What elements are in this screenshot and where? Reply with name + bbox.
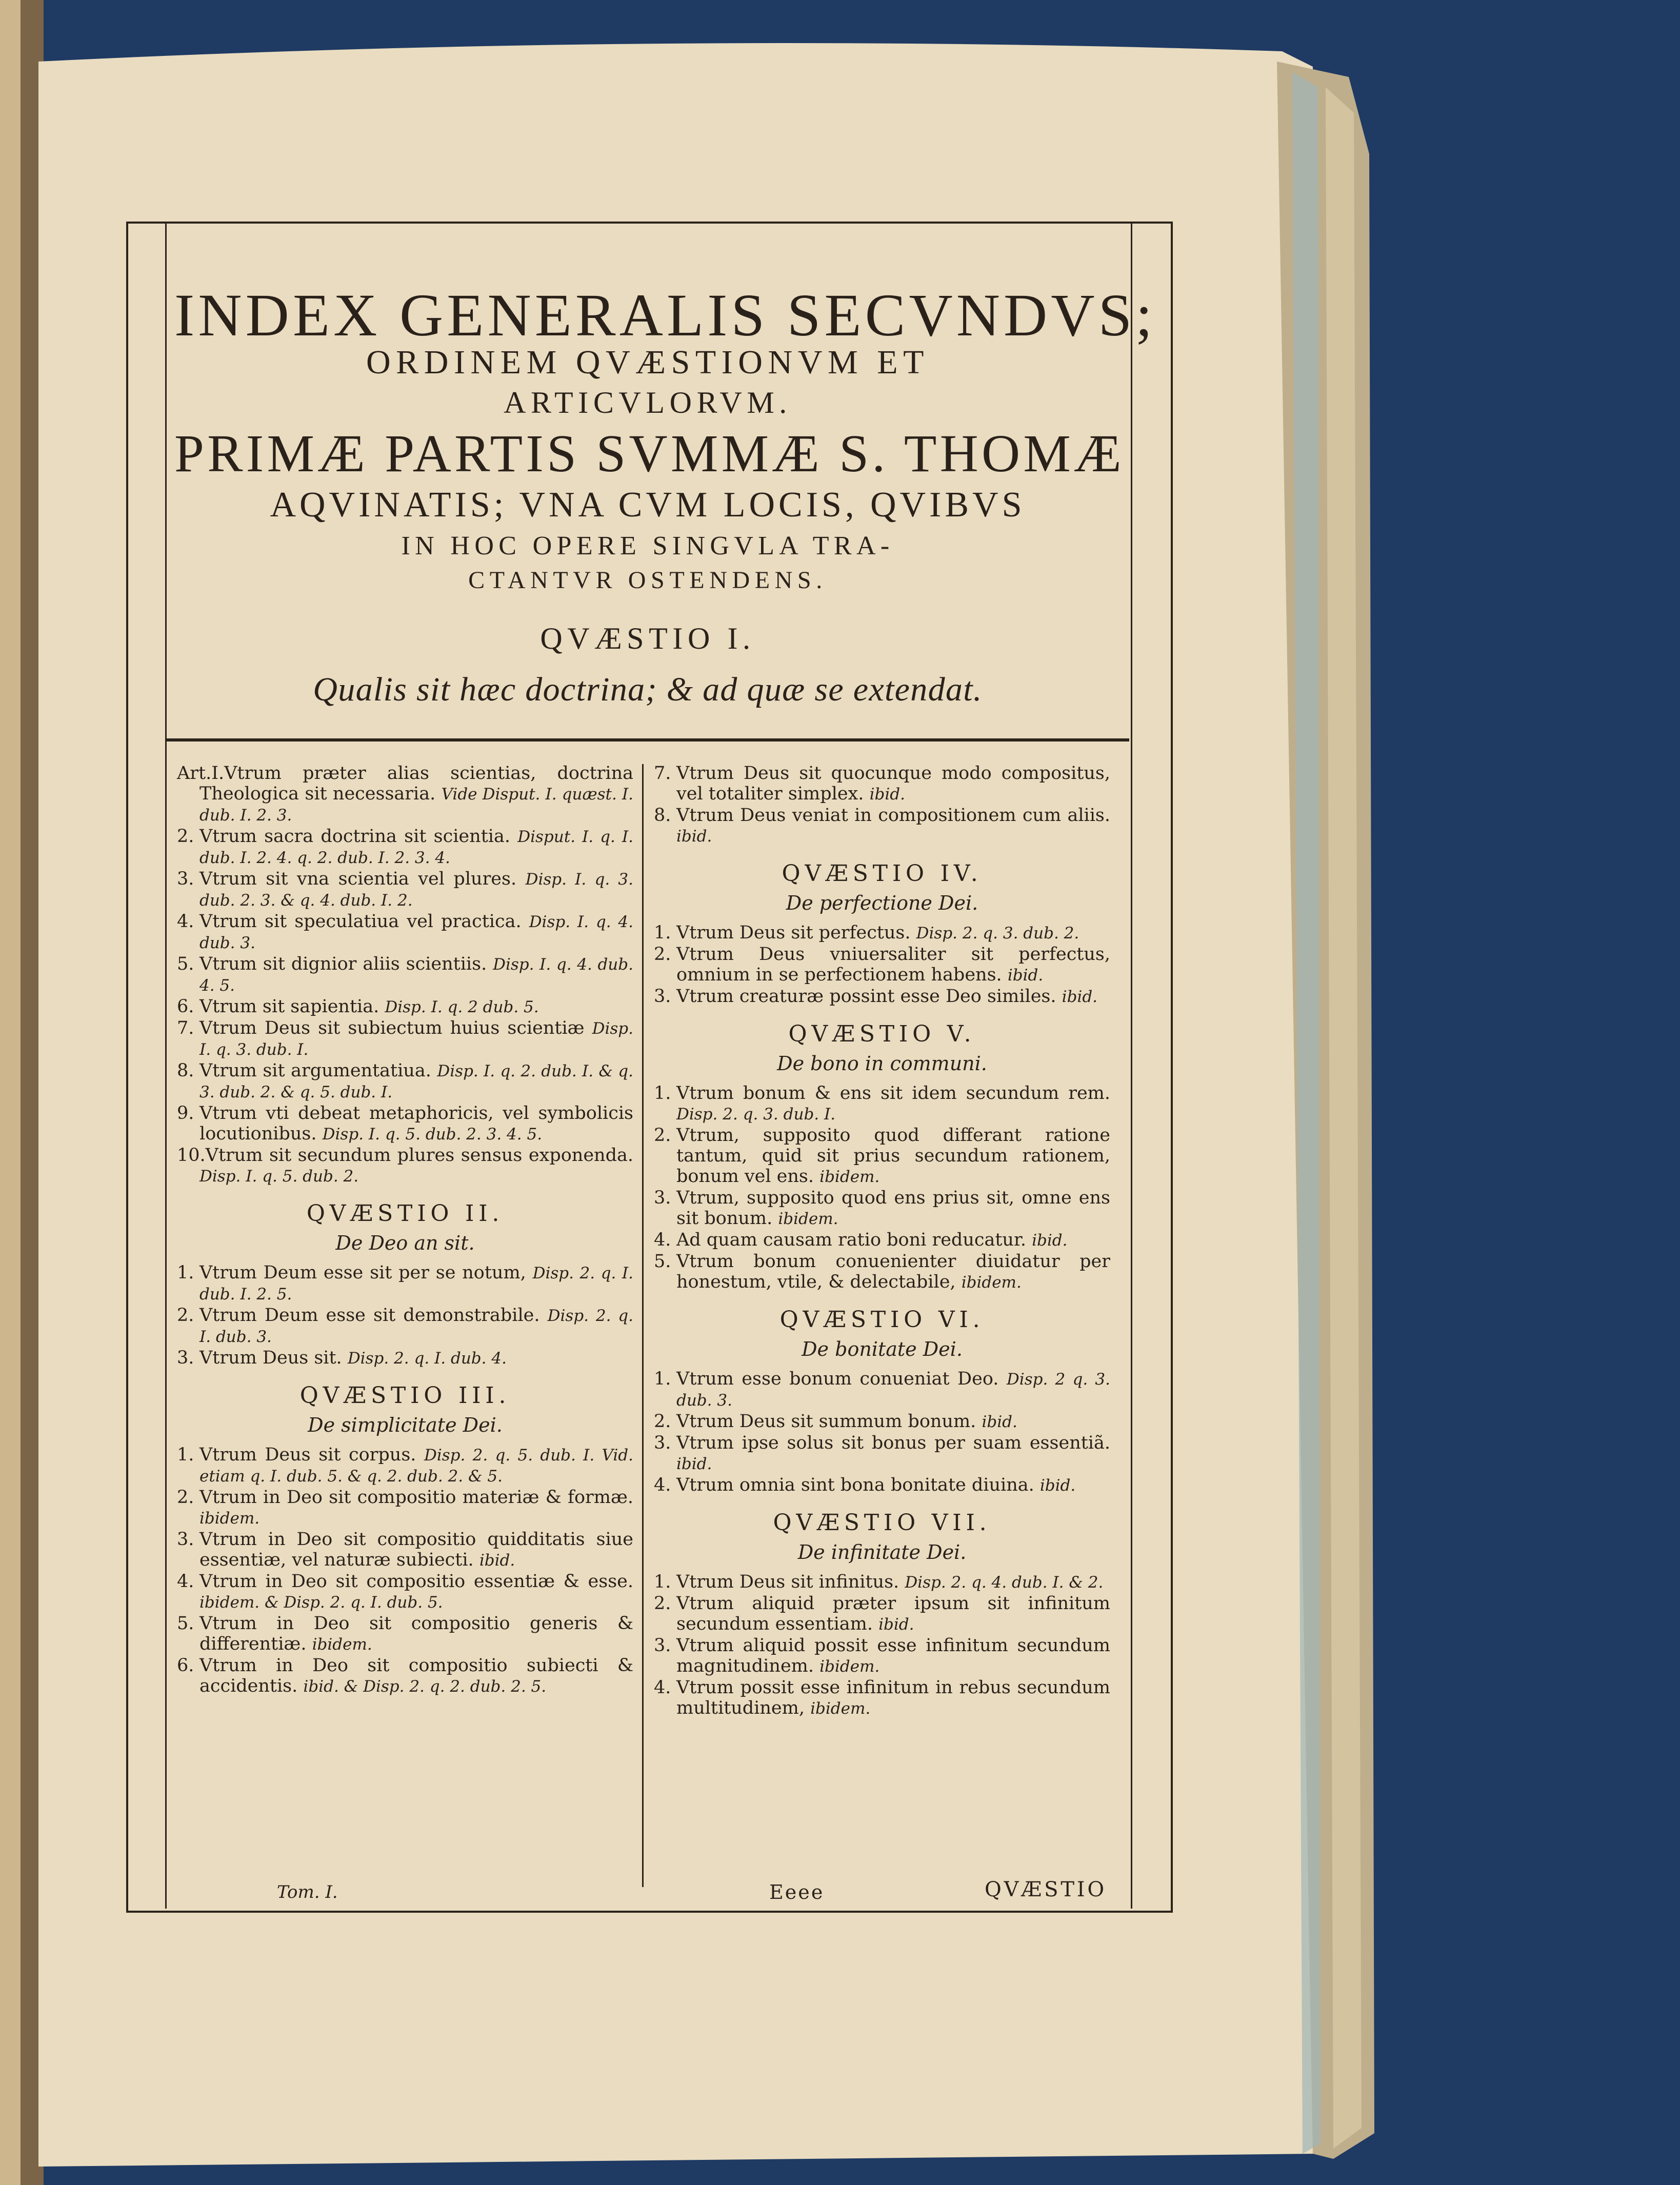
entry-question: Vtrum Deus sit. (199, 1348, 342, 1368)
index-title-line-5: AQVINATIS; VNA CVM LOCIS, QVIBVS (270, 485, 1026, 525)
entry-reference: ibid. (676, 1455, 712, 1473)
entry-number: 6. (177, 996, 194, 1017)
left-column (177, 763, 633, 1697)
entry-number: 7. (177, 1018, 194, 1038)
entry-question: Vtrum Deus sit corpus. (199, 1445, 416, 1465)
entry-reference: ibidem. & Disp. 2. q. I. dub. 5. (199, 1593, 443, 1612)
header-rule (165, 738, 1129, 741)
entry-question: Vtrum sit sapientia. (199, 996, 379, 1017)
index-entry (654, 1593, 1110, 1635)
entry-reference: Disp. I. q. 5. dub. 2. (199, 1167, 359, 1186)
entry-question: Ad quam causam ratio boni reducatur. (676, 1230, 1026, 1250)
index-entry (177, 1262, 633, 1305)
index-entry (654, 805, 1110, 847)
entry-number: 4. (654, 1475, 671, 1495)
entry-question: Vtrum Deus sit infinitus. (676, 1572, 899, 1592)
entry-reference: Disp. I. q. 3. dub. 2. 3. & q. 4. dub. I. 2. (199, 870, 633, 910)
entry-number: 2. (654, 1125, 671, 1146)
entry-list-q3-continued (654, 763, 1110, 847)
entry-question: Vtrum bonum & ens sit idem secundum rem. (676, 1083, 1110, 1104)
entry-number: 3. (654, 1188, 671, 1208)
entry-reference: Disp. 2. q. I. dub. 3. (199, 1307, 633, 1346)
entry-question: Vtrum Deum esse sit demonstrabile. (199, 1305, 540, 1326)
entry-number: 2. (654, 944, 671, 965)
entry-question: Vtrum Deum esse sit per se notum, (199, 1262, 526, 1283)
entry-question: Vtrum sacra doctrina sit scientia. (199, 826, 510, 847)
entry-reference: ibidem. (810, 1699, 871, 1718)
index-entry (177, 1348, 633, 1369)
entry-reference: Disp. 2. q. 4. dub. I. & 2. (905, 1573, 1104, 1592)
index-title-line-6: IN HOC OPERE SINGVLA TRA- (401, 531, 894, 560)
index-entry (177, 1487, 633, 1529)
quaestio-heading: QVÆSTIO IV. (782, 860, 983, 887)
entry-reference: Disp. 2. q. 3. dub. I. (676, 1105, 836, 1124)
entry-reference: ibid. (878, 1615, 914, 1634)
entry-list-q5 (654, 1083, 1110, 1293)
entry-question: Vtrum creaturæ possint esse Deo similes. (676, 986, 1056, 1007)
index-entry (654, 1475, 1110, 1496)
index-entry (177, 1060, 633, 1102)
entry-question: Vtrum possit esse infinitum in rebus secundum multitudinem, (676, 1677, 1110, 1718)
entry-reference: ibidem. (961, 1273, 1022, 1292)
entry-number: 6. (177, 1655, 194, 1676)
entry-question: Vtrum sit vna scientia vel plures. (199, 869, 517, 889)
entry-list-q6 (654, 1369, 1110, 1496)
entry-number: 8. (177, 1060, 194, 1081)
index-entry (177, 763, 633, 826)
entry-question: Vtrum Deus sit summum bonum. (676, 1411, 976, 1432)
entry-number: 3. (654, 1433, 671, 1453)
index-entry (654, 1230, 1110, 1251)
entry-number: 1. (654, 1572, 671, 1592)
entry-question: Vtrum, supposito quod differant ratione tantum, quid sit prius secundum rationem, bonum vel ens. (676, 1125, 1110, 1187)
quaestio-subtitle: De infinitate Dei. (797, 1541, 967, 1563)
entry-question: Vtrum in Deo sit compositio essentiæ & esse. (199, 1571, 633, 1592)
index-entry (177, 1103, 633, 1145)
index-entry (177, 826, 633, 868)
entry-reference: Vide Disput. I. quæst. I. dub. I. 2. 3. (199, 785, 633, 825)
volume-marker: Tom. I. (277, 1882, 338, 1902)
quaestio-heading: QVÆSTIO III. (299, 1382, 511, 1409)
index-entry (177, 996, 633, 1017)
right-column (654, 763, 1110, 1719)
quaestio-subtitle: De perfectione Dei. (786, 892, 978, 914)
index-title-line-7: CTANTVR OSTENDENS. (468, 567, 827, 594)
index-entry (654, 1251, 1110, 1293)
entry-question: Vtrum vti debeat metaphoricis, vel symbolicis locutionibus. (199, 1103, 633, 1144)
entry-number: 2. (654, 1411, 671, 1432)
index-entry (177, 911, 633, 953)
index-entry (654, 1125, 1110, 1187)
entry-reference: Disp. 2 q. 3. dub. 3. (676, 1370, 1110, 1410)
entry-question: Vtrum aliquid possit esse infinitum secundum magnitudinem. (676, 1635, 1110, 1676)
entry-reference: ibid. (1062, 988, 1098, 1006)
entry-question: Vtrum, supposito quod ens prius sit, omne ens sit bonum. (676, 1188, 1110, 1229)
index-entry (177, 1655, 633, 1697)
index-entry (654, 1369, 1110, 1411)
entry-number: 5. (654, 1251, 671, 1272)
entry-number: 10. (177, 1145, 206, 1166)
entry-number: 8. (654, 805, 671, 826)
entry-question: Vtrum Deus veniat in compositionem cum aliis. (676, 805, 1110, 826)
entry-number: 4. (177, 1571, 194, 1592)
entry-question: Vtrum omnia sint bona bonitate diuina. (676, 1475, 1034, 1495)
entry-list-q2 (177, 1262, 633, 1369)
entry-reference: Disp. I. q. 5. dub. 2. 3. 4. 5. (322, 1125, 543, 1144)
quaestio-subtitle: De bonitate Dei. (802, 1338, 963, 1360)
entry-question: Vtrum præter alias scientias, doctrina Theologica sit necessaria. (199, 763, 633, 804)
quaestio-heading: QVÆSTIO V. (788, 1021, 976, 1047)
entry-reference: ibid. (982, 1413, 1017, 1431)
entry-reference: Disp. I. q. 4. dub. 4. 5. (199, 955, 633, 995)
entry-reference: Disp. 2. q. 3. dub. 2. (916, 924, 1079, 943)
entry-number: 3. (654, 1635, 671, 1656)
entry-reference: Disp. 2. q. 5. dub. I. Vid. etiam q. I. dub. 5. & q. 2. dub. 2. & 5. (199, 1446, 633, 1486)
column-divider (642, 764, 644, 1887)
index-title-line-3: ARTICVLORVM. (504, 386, 792, 419)
catchword: QVÆSTIO (985, 1878, 1107, 1901)
quaestio-heading: QVÆSTIO I. (540, 622, 755, 655)
entry-reference: Disp. 2. q. I. dub. 4. (347, 1349, 507, 1368)
entry-list-q7 (654, 1572, 1110, 1719)
entry-number: 4. (654, 1230, 671, 1250)
entry-number: 1. (654, 1369, 671, 1389)
entry-question: Vtrum in Deo sit compositio quidditatis siue essentiæ, vel naturæ subiecti. (199, 1529, 633, 1570)
index-entry (654, 986, 1110, 1007)
entry-number: 7. (654, 763, 671, 784)
entry-question: Vtrum Deus sit quocunque modo compositus, vel totaliter simplex. (676, 763, 1110, 804)
index-entry (654, 1635, 1110, 1677)
entry-list-q3 (177, 1445, 633, 1697)
index-entry (177, 1305, 633, 1347)
entry-reference: ibid. (479, 1551, 515, 1570)
entry-question: Vtrum esse bonum conueniat Deo. (676, 1369, 999, 1389)
entry-list-q1 (177, 763, 633, 1187)
entry-question: Vtrum Deus sit subiectum huius scientiæ (199, 1018, 585, 1038)
entry-reference: Disp. I. q. 4. dub. 3. (199, 913, 633, 952)
index-title-line-4: PRIMÆ PARTIS SVMMÆ S. THOMÆ (174, 424, 1125, 483)
entry-reference: Disp. I. q. 3. dub. I. (199, 1019, 633, 1059)
entry-question: Vtrum sit argumentatiua. (199, 1060, 431, 1081)
entry-question: Vtrum ipse solus sit bonus per suam essentiã. (676, 1433, 1110, 1453)
index-entry (177, 1613, 633, 1655)
entry-number: 1. (177, 1262, 194, 1283)
entry-reference: ibidem. (819, 1657, 880, 1676)
entry-number: 2. (177, 1487, 194, 1508)
entry-number: 2. (177, 826, 194, 847)
entry-number: 4. (654, 1677, 671, 1698)
entry-reference: Disp. I. q. 2 dub. 5. (385, 998, 539, 1016)
index-entry (177, 954, 633, 996)
quaestio-heading: QVÆSTIO VII. (773, 1510, 991, 1536)
signature-mark: Eeee (769, 1881, 825, 1903)
index-entry (654, 944, 1110, 986)
index-entry (177, 1145, 633, 1187)
entry-question: Vtrum bonum conuenienter diuidatur per honestum, vtile, & delectabile, (676, 1251, 1110, 1292)
entry-reference: ibid. (1032, 1231, 1068, 1250)
index-title: INDEX GENERALIS SECVNDVS; (174, 282, 1156, 349)
quaestio-heading: QVÆSTIO VI. (779, 1307, 985, 1333)
index-entry (654, 1083, 1110, 1125)
entry-number: 5. (177, 1613, 194, 1634)
index-entry (654, 1433, 1110, 1474)
entry-number: 5. (177, 954, 194, 974)
entry-number: 1. (654, 923, 671, 943)
index-entry (177, 1445, 633, 1487)
entry-reference: ibidem. (312, 1635, 372, 1654)
quaestio-subtitle: De bono in communi. (777, 1052, 987, 1075)
entry-reference: ibidem. (819, 1168, 880, 1186)
index-entry (654, 923, 1110, 944)
entry-question: Vtrum Deus sit perfectus. (676, 923, 911, 943)
entry-reference: ibid. (869, 785, 905, 804)
index-entry (654, 763, 1110, 805)
index-entry (177, 1571, 633, 1613)
quaestio-heading: QVÆSTIO II. (306, 1200, 504, 1227)
entry-reference: Disp. I. q. 2. dub. I. & q. 3. dub. 2. & q. 5. dub. I. (199, 1062, 633, 1101)
index-entry (177, 1529, 633, 1571)
entry-number: 3. (177, 1529, 194, 1550)
entry-reference: ibidem. (199, 1509, 260, 1528)
entry-question: Vtrum in Deo sit compositio generis & differentiæ. (199, 1613, 633, 1654)
entry-question: Vtrum sit dignior aliis scientiis. (199, 954, 487, 974)
entry-number: 9. (177, 1103, 194, 1124)
index-entry (654, 1188, 1110, 1229)
index-entry (177, 1018, 633, 1060)
entry-number: 1. (177, 1445, 194, 1465)
entry-reference: ibid. (1007, 966, 1044, 985)
index-entry (654, 1411, 1110, 1432)
entry-question: Vtrum sit speculatiua vel practica. (199, 911, 522, 932)
quaestio-subtitle: De simplicitate Dei. (308, 1414, 503, 1436)
entry-reference: ibid. (1039, 1476, 1076, 1495)
entry-reference: Disp. 2. q. I. dub. I. 2. 5. (199, 1264, 633, 1304)
entry-number: 3. (177, 869, 194, 889)
entry-number: 2. (177, 1305, 194, 1326)
quaestio-subtitle: De Deo an sit. (335, 1232, 475, 1254)
index-title-line-2: ORDINEM QVÆSTIONVM ET (366, 344, 930, 381)
entry-reference: ibid. (676, 827, 712, 846)
entry-question: Vtrum Deus vniuersaliter sit perfectus, omnium in se perfectionem habens. (676, 944, 1110, 985)
entry-question: Vtrum in Deo sit compositio subiecti & accidentis. (199, 1655, 633, 1696)
entry-question: Vtrum sit secundum plures sensus exponenda. (205, 1145, 633, 1166)
quaestio-subtitle: Qualis sit hæc doctrina; & ad quæ se extendat. (313, 671, 983, 708)
entry-question: Vtrum aliquid præter ipsum sit infinitum secundum essentiam. (676, 1593, 1110, 1634)
index-entry (654, 1677, 1110, 1719)
entry-number: Art.I. (177, 763, 225, 784)
entry-reference: ibidem. (778, 1210, 838, 1228)
entry-reference: ibid. & Disp. 2. q. 2. dub. 2. 5. (303, 1677, 547, 1696)
index-entry (654, 1572, 1110, 1593)
entry-number: 2. (654, 1593, 671, 1614)
entry-number: 3. (654, 986, 671, 1007)
entry-list-q4 (654, 923, 1110, 1007)
entry-reference: Disput. I. q. I. dub. I. 2. 4. q. 2. dub. I. 2. 3. 4. (199, 828, 633, 867)
entry-number: 3. (177, 1348, 194, 1368)
index-entry (177, 869, 633, 911)
entry-number: 1. (654, 1083, 671, 1104)
entry-question: Vtrum in Deo sit compositio materiæ & formæ. (199, 1487, 633, 1508)
entry-number: 4. (177, 911, 194, 932)
